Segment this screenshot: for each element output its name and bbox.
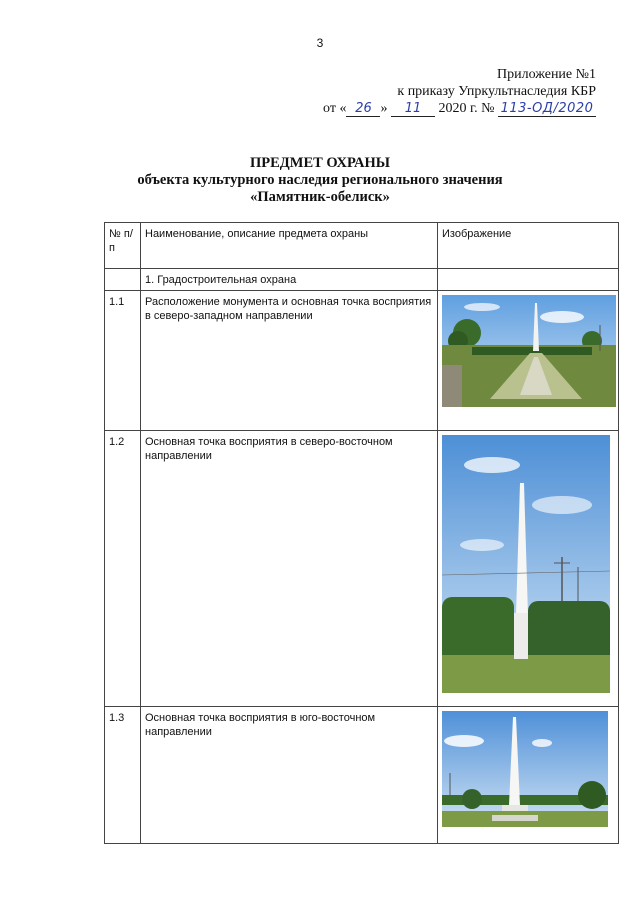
handwritten-order-number: 113-ОД/2020 (498, 102, 596, 117)
header-num: № п/п (105, 223, 141, 269)
photo-northeast-view (442, 435, 610, 693)
row-image-cell (438, 707, 619, 844)
date-prefix: от « (323, 101, 347, 116)
appendix-block (323, 66, 596, 117)
row-description: Расположение монумента и основная точка восприятия в северо-западном направлении (141, 291, 438, 431)
handwritten-day: 26 (346, 102, 380, 117)
title-object-name: «Памятник-обелиск» (250, 189, 390, 205)
appendix-title: Приложение №1 (497, 67, 596, 82)
table-header-row (105, 223, 619, 269)
title-subtitle: объекта культурного наследия регионального значения (137, 172, 503, 188)
table-row (105, 431, 619, 707)
row-num: 1.2 (105, 431, 141, 707)
photo-northwest-view (442, 295, 616, 407)
section-label: 1. Градостроительная охрана (141, 269, 438, 291)
year-text: 2020 г. № (438, 101, 495, 116)
section-image (438, 269, 619, 291)
table-row (105, 707, 619, 844)
header-image: Изображение (438, 223, 619, 269)
section-row (105, 269, 619, 291)
row-num: 1.3 (105, 707, 141, 844)
page-number: 3 (316, 36, 324, 50)
protection-table (104, 222, 619, 844)
appendix-order-ref: к приказу Упркультнаследия КБР (397, 84, 596, 99)
row-image-cell (438, 291, 619, 431)
title-main: ПРЕДМЕТ ОХРАНЫ (249, 155, 391, 171)
photo-southeast-view (442, 711, 608, 827)
document-title (0, 155, 640, 206)
section-num (105, 269, 141, 291)
appendix-date-line (323, 100, 596, 117)
date-close: » (380, 101, 388, 116)
row-description: Основная точка восприятия в северо-восточном направлении (141, 431, 438, 707)
row-description: Основная точка восприятия в юго-восточном направлении (141, 707, 438, 844)
row-num: 1.1 (105, 291, 141, 431)
header-name: Наименование, описание предмета охраны (141, 223, 438, 269)
table-row (105, 291, 619, 431)
handwritten-month: 11 (391, 102, 435, 117)
row-image-cell (438, 431, 619, 707)
